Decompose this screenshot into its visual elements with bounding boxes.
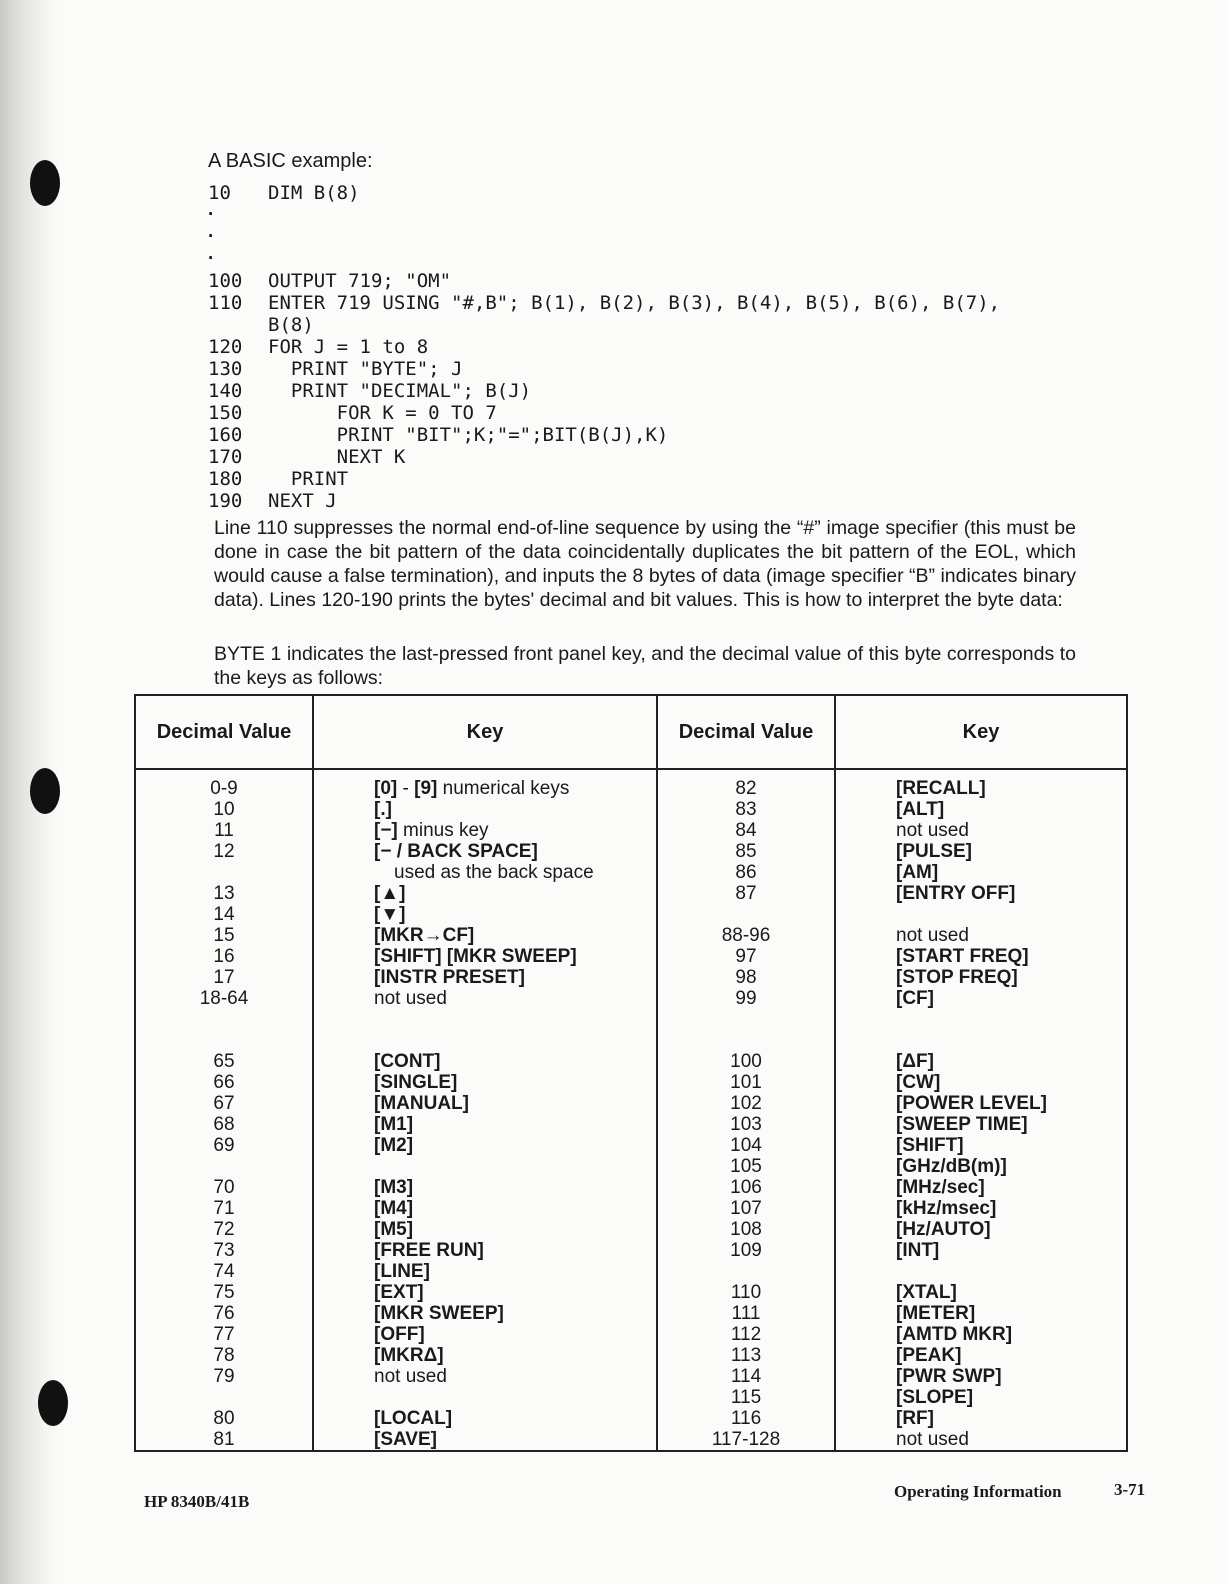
punch-hole-bottom [38,1380,68,1426]
decimal-cell: 79 [213,1366,235,1387]
key-cell: [PEAK] [896,1345,962,1366]
key-cell: [CONT] [374,1051,441,1072]
key-cell [374,1030,656,1051]
decimal-cell: 113 [730,1345,762,1366]
key-cell [896,1261,1126,1282]
decimal-cell: 65 [213,1051,235,1072]
code-line: 170 NEXT K [208,446,406,468]
key-cell: [ENTRY OFF] [896,883,1016,904]
table-body-row [135,769,1127,1451]
key-cell [374,1009,656,1030]
decimal-cell: 71 [213,1198,235,1219]
footer-page-number: 3-71 [1114,1480,1146,1499]
key-cell: [kHz/msec] [896,1198,997,1219]
code-line: 130 PRINT "BYTE"; J [208,358,463,380]
key-cell: [MHz/sec] [896,1177,985,1198]
decimal-cell: 114 [730,1366,762,1387]
byte1-paragraph: BYTE 1 indicates the last-pressed front panel key, and the decimal value of this byte corresponds to the keys as follows: [214,643,1076,689]
key-cell: not used [896,925,969,946]
decimal-cell: 87 [735,883,757,904]
decimal-cell: 13 [213,883,235,904]
ellipsis-dot: · [208,248,215,269]
code-line: 150 FOR K = 0 TO 7 [208,402,497,424]
key-cell: [▼] [374,904,406,925]
key-cell [896,904,1126,925]
punch-hole-middle [30,768,60,814]
decimal-cell: 73 [213,1240,235,1261]
key-cell: [SHIFT] [896,1135,964,1156]
decimal-cell: 72 [213,1219,235,1240]
decimal-cell: 74 [213,1261,235,1282]
explanation-paragraph: Line 110 suppresses the normal end-of-line sequence by using the “#” image specifier (this must be done in case the bit pattern of the data coincidentally duplicates the bit pattern of the EOL, which would cause a false termination), and inputs the 8 bytes of data (image specifier “B” indicates binary data). Lines 120-190 prints the bytes' decimal and bit values. This is how to interpret the byte data: [214,517,1076,611]
decimal-cell: 76 [213,1303,235,1324]
footer-model: HP 8340B/41B [144,1492,250,1511]
key-cell: [RF] [896,1408,934,1429]
decimal-cell: 105 [730,1156,762,1177]
decimal-cell: 83 [735,799,757,820]
decimal-cell: 75 [213,1282,235,1303]
key-cell [374,1156,656,1177]
key-cell: [LINE] [374,1261,430,1282]
decimal-cell [136,862,312,883]
key-cell: [PWR SWP] [896,1366,1002,1387]
key-cell: not used [374,988,447,1009]
code-line: 140 PRINT "DECIMAL"; B(J) [208,380,532,402]
key-cell: [START FREQ] [896,946,1029,967]
ellipsis-dot: · [208,204,215,225]
decimal-cell: 67 [213,1093,235,1114]
code-line: 190 NEXT J [208,490,337,512]
key-cell: [EXT] [374,1282,424,1303]
key-cell: [GHz/dB(m)] [896,1156,1007,1177]
decimal-cell: 106 [730,1177,762,1198]
basic-code-listing [208,182,1108,512]
code-line: 100 OUTPUT 719; "OM" [208,270,452,292]
key-cell: [▲] [374,883,406,904]
decimal-cell: 116 [730,1408,762,1429]
code-line: 120 FOR J = 1 to 8 [208,336,429,358]
left-key-column [313,769,657,1451]
key-cell: [INSTR PRESET] [374,967,525,988]
key-cell: [M4] [374,1198,414,1219]
key-code-table [134,694,1128,1452]
decimal-cell: 68 [213,1114,235,1135]
header-decimal-value: Decimal Value [135,695,313,769]
decimal-cell: 10 [213,799,235,820]
key-cell: [− / BACK SPACE] [374,841,538,862]
key-cell: [Hz/AUTO] [896,1219,991,1240]
key-cell: [POWER LEVEL] [896,1093,1047,1114]
code-line: 10 DIM B(8) [208,182,360,204]
key-cell: [M1] [374,1114,414,1135]
key-cell: [AMTD MKR] [896,1324,1013,1345]
intro-heading: A BASIC example: [208,150,373,172]
decimal-cell [658,1261,834,1282]
decimal-cell [658,1030,834,1051]
key-cell: [MKR→CF] [374,925,475,946]
key-cell: [XTAL] [896,1282,957,1303]
key-cell: [SWEEP TIME] [896,1114,1028,1135]
right-decimal-column [657,769,835,1451]
footer-section: Operating Information [894,1482,1062,1501]
key-cell: [M3] [374,1177,414,1198]
decimal-cell: 85 [735,841,757,862]
key-cell: [INT] [896,1240,940,1261]
decimal-cell [658,904,834,925]
key-cell: [FREE RUN] [374,1240,484,1261]
decimal-cell: 112 [730,1324,762,1345]
key-cell: [M2] [374,1135,414,1156]
header-key-2: Key [835,695,1127,769]
decimal-cell: 12 [213,841,235,862]
decimal-cell: 80 [213,1408,235,1429]
key-cell: [MKRΔ] [374,1345,444,1366]
table-header-row [135,695,1127,769]
key-cell: not used [374,1366,447,1387]
key-cell: not used [896,1429,969,1450]
key-cell: [STOP FREQ] [896,967,1018,988]
key-cell: [OFF] [374,1324,425,1345]
key-cell [896,1009,1126,1030]
key-cell [374,1387,656,1408]
left-decimal-column [135,769,313,1451]
key-cell: [SINGLE] [374,1072,458,1093]
key-cell: [SAVE] [374,1429,437,1450]
decimal-cell: 108 [730,1219,762,1240]
key-cell: [MKR SWEEP] [374,1303,504,1324]
key-cell: [PULSE] [896,841,972,862]
decimal-cell: 82 [735,778,757,799]
key-cell: [−] minus key [374,820,489,841]
key-cell: [ΔF] [896,1051,934,1072]
decimal-cell: 88-96 [721,925,771,946]
decimal-cell: 100 [730,1051,762,1072]
decimal-cell: 18-64 [199,988,249,1009]
decimal-cell: 98 [735,967,757,988]
decimal-cell: 78 [213,1345,235,1366]
decimal-cell: 69 [213,1135,235,1156]
key-cell: [ALT] [896,799,945,820]
decimal-cell: 0-9 [210,778,238,799]
key-cell: [RECALL] [896,778,986,799]
decimal-cell: 66 [213,1072,235,1093]
decimal-cell: 102 [730,1093,762,1114]
header-decimal-value-2: Decimal Value [657,695,835,769]
decimal-cell: 17 [213,967,235,988]
decimal-cell: 99 [735,988,757,1009]
key-cell: [CW] [896,1072,941,1093]
decimal-cell: 70 [213,1177,235,1198]
code-line: 160 PRINT "BIT";K;"=";BIT(B(J),K) [208,424,669,446]
decimal-cell: 84 [735,820,757,841]
decimal-cell: 107 [730,1198,762,1219]
punch-hole-top [30,160,60,206]
decimal-cell: 103 [730,1114,762,1135]
decimal-cell [136,1387,312,1408]
decimal-cell: 14 [213,904,235,925]
key-cell: [AM] [896,862,939,883]
key-cell: [LOCAL] [374,1408,453,1429]
decimal-cell: 111 [731,1303,761,1324]
header-key: Key [313,695,657,769]
key-cell: [CF] [896,988,934,1009]
key-cell: [.] [374,799,392,820]
decimal-cell: 97 [735,946,757,967]
decimal-cell: 115 [730,1387,762,1408]
key-cell: not used [896,820,969,841]
decimal-cell: 110 [730,1282,762,1303]
decimal-cell: 109 [730,1240,762,1261]
right-key-column [835,769,1127,1451]
code-line: 110 ENTER 719 USING "#,B"; B(1), B(2), B(3), B(4), B(5), B(6), B(7), [208,292,1001,314]
decimal-cell: 117-128 [711,1429,781,1450]
decimal-cell [136,1009,312,1030]
decimal-cell: 11 [214,820,234,841]
decimal-cell [658,1009,834,1030]
decimal-cell [136,1030,312,1051]
ellipsis-dot: · [208,226,215,247]
decimal-cell: 15 [213,925,235,946]
key-cell: [MANUAL] [374,1093,469,1114]
key-cell: [METER] [896,1303,976,1324]
decimal-cell: 77 [213,1324,235,1345]
key-cell: [SLOPE] [896,1387,974,1408]
key-cell [896,1030,1126,1051]
decimal-cell: 104 [730,1135,762,1156]
decimal-cell: 86 [735,862,757,883]
key-cell: used as the back space [394,862,594,883]
decimal-cell: 16 [213,946,235,967]
code-line: B(8) [268,314,314,336]
decimal-cell [136,1156,312,1177]
decimal-cell: 81 [213,1429,235,1450]
decimal-cell: 101 [730,1072,762,1093]
key-cell: [SHIFT] [MKR SWEEP] [374,946,577,967]
key-cell: [M5] [374,1219,414,1240]
code-line: 180 PRINT [208,468,349,490]
key-cell: [0] - [9] numerical keys [374,778,570,799]
